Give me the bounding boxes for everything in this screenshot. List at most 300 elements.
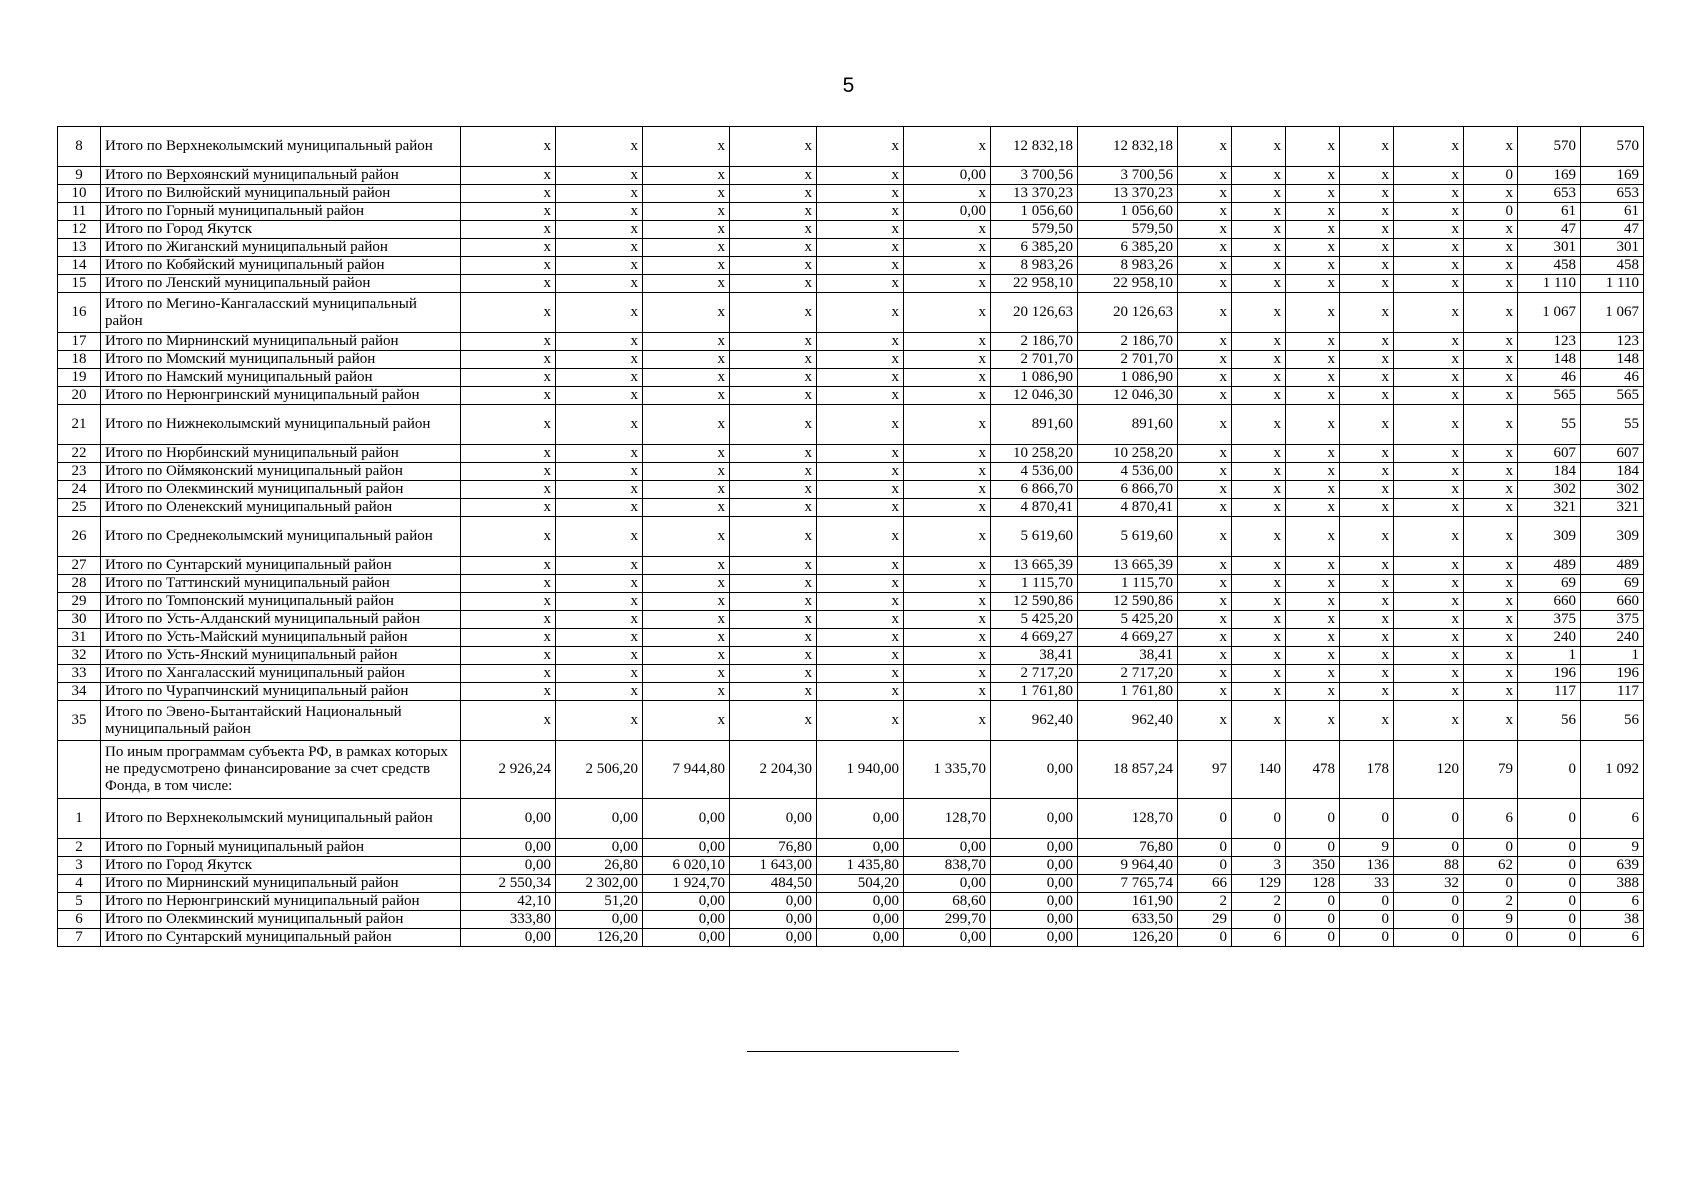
row-name: Итого по Сунтарский муниципальный район (101, 929, 461, 947)
table-cell: x (1340, 575, 1394, 593)
table-cell: x (730, 499, 817, 517)
table-cell: 1 115,70 (1078, 575, 1178, 593)
table-cell: x (817, 683, 904, 701)
table-cell: x (1286, 593, 1340, 611)
table-cell: x (1178, 257, 1232, 275)
table-cell: x (1286, 557, 1340, 575)
table-cell: 4 536,00 (1078, 463, 1178, 481)
table-cell: 148 (1518, 351, 1581, 369)
table-cell: 117 (1581, 683, 1644, 701)
table-cell: 4 669,27 (1078, 629, 1178, 647)
table-cell: x (556, 665, 643, 683)
table-cell: x (730, 369, 817, 387)
table-cell: x (1286, 257, 1340, 275)
table-cell: 22 958,10 (1078, 275, 1178, 293)
table-cell: 0,00 (817, 799, 904, 839)
table-cell: x (904, 221, 991, 239)
table-row (58, 875, 1644, 893)
table-cell: 46 (1581, 369, 1644, 387)
table-cell: 962,40 (1078, 701, 1178, 741)
table-cell: 0 (1394, 799, 1464, 839)
table-cell: x (556, 203, 643, 221)
table-cell: x (730, 203, 817, 221)
row-number: 35 (58, 701, 101, 741)
table-cell: 1 056,60 (991, 203, 1078, 221)
row-name: Итого по Олекминский муниципальный район (101, 911, 461, 929)
table-row (58, 127, 1644, 167)
table-cell: x (1178, 445, 1232, 463)
table-cell: x (556, 445, 643, 463)
table-cell: x (643, 185, 730, 203)
table-cell: 76,80 (1078, 839, 1178, 857)
row-number: 12 (58, 221, 101, 239)
table-cell: 0 (1178, 839, 1232, 857)
table-cell: 2 (1464, 893, 1518, 911)
table-cell: x (1232, 445, 1286, 463)
table-cell: x (1286, 701, 1340, 741)
table-cell: 12 832,18 (1078, 127, 1178, 167)
table-cell: x (643, 701, 730, 741)
table-row (58, 369, 1644, 387)
table-cell: x (817, 239, 904, 257)
row-name: Итого по Кобяйский муниципальный район (101, 257, 461, 275)
table-cell: 9 (1581, 839, 1644, 857)
table-cell: x (1394, 257, 1464, 275)
table-row (58, 481, 1644, 499)
table-cell: x (1464, 665, 1518, 683)
table-cell: x (461, 647, 556, 665)
table-cell: x (1464, 481, 1518, 499)
table-cell: x (1394, 557, 1464, 575)
table-cell: 0 (1518, 911, 1581, 929)
table-cell: 126,20 (556, 929, 643, 947)
row-number: 8 (58, 127, 101, 167)
table-cell: 2 550,34 (461, 875, 556, 893)
table-cell: 301 (1581, 239, 1644, 257)
table-cell: 0,00 (991, 875, 1078, 893)
table-cell: 47 (1518, 221, 1581, 239)
table-cell: 184 (1581, 463, 1644, 481)
table-cell: x (556, 257, 643, 275)
table-cell: 2 186,70 (991, 333, 1078, 351)
table-cell: x (556, 275, 643, 293)
row-name: Итого по Томпонский муниципальный район (101, 593, 461, 611)
table-cell: x (1464, 683, 1518, 701)
table-cell: 489 (1518, 557, 1581, 575)
table-cell: x (461, 629, 556, 647)
table-cell: 2 302,00 (556, 875, 643, 893)
table-cell: 0,00 (991, 857, 1078, 875)
row-name: Итого по Жиганский муниципальный район (101, 239, 461, 257)
table-cell: 196 (1581, 665, 1644, 683)
table-cell: x (817, 257, 904, 275)
table-cell: 76,80 (730, 839, 817, 857)
table-cell: x (1464, 405, 1518, 445)
table-cell: x (643, 127, 730, 167)
table-cell: x (1464, 351, 1518, 369)
table-cell: 2 926,24 (461, 741, 556, 799)
table-cell: x (1178, 557, 1232, 575)
table-cell: 6 866,70 (1078, 481, 1178, 499)
table-cell: x (643, 239, 730, 257)
table-cell: x (1178, 481, 1232, 499)
table-cell: x (1464, 185, 1518, 203)
table-cell: 10 258,20 (991, 445, 1078, 463)
table-cell: 6 385,20 (1078, 239, 1178, 257)
table-cell: 2 717,20 (991, 665, 1078, 683)
table-cell: 161,90 (1078, 893, 1178, 911)
table-cell: 0,00 (643, 929, 730, 947)
table-cell: x (730, 647, 817, 665)
row-name: Итого по Усть-Майский муниципальный район (101, 629, 461, 647)
table-cell: 0,00 (643, 839, 730, 857)
table-cell: x (1232, 517, 1286, 557)
table-row (58, 221, 1644, 239)
table-cell: x (1286, 611, 1340, 629)
table-cell: 42,10 (461, 893, 556, 911)
page-number: 5 (842, 74, 855, 97)
table-cell: 0,00 (991, 741, 1078, 799)
table-cell: x (461, 405, 556, 445)
table-cell: 38,41 (1078, 647, 1178, 665)
table-cell: x (1232, 683, 1286, 701)
table-cell: x (1340, 463, 1394, 481)
table-cell: x (461, 517, 556, 557)
table-cell: x (1232, 127, 1286, 167)
table-cell: 3 700,56 (1078, 167, 1178, 185)
table-cell: 1 761,80 (991, 683, 1078, 701)
table-cell: 1 335,70 (904, 741, 991, 799)
table-cell: 0 (1232, 799, 1286, 839)
row-number: 25 (58, 499, 101, 517)
table-cell: x (1464, 127, 1518, 167)
table-cell: x (730, 257, 817, 275)
footer-divider (747, 1051, 959, 1052)
table-cell: x (1178, 405, 1232, 445)
table-cell: x (1286, 333, 1340, 351)
table-cell: 47 (1581, 221, 1644, 239)
table-cell: x (643, 203, 730, 221)
table-cell: 0,00 (556, 839, 643, 857)
table-cell: x (1464, 445, 1518, 463)
table-cell: x (817, 611, 904, 629)
table-cell: x (1464, 369, 1518, 387)
table-cell: x (1394, 369, 1464, 387)
table-cell: x (556, 481, 643, 499)
table-cell: 891,60 (991, 405, 1078, 445)
table-row (58, 463, 1644, 481)
table-cell: x (1340, 683, 1394, 701)
table-cell: 126,20 (1078, 929, 1178, 947)
table-cell: 18 857,24 (1078, 741, 1178, 799)
row-name: Итого по Мирнинский муниципальный район (101, 333, 461, 351)
table-cell: 29 (1178, 911, 1232, 929)
row-name: Итого по Нижнеколымский муниципальный район (101, 405, 461, 445)
row-name: Итого по Город Якутск (101, 857, 461, 875)
table-cell: 9 (1464, 911, 1518, 929)
table-cell: x (1394, 275, 1464, 293)
table-cell: x (1340, 221, 1394, 239)
table-cell: x (1340, 405, 1394, 445)
table-cell: x (904, 127, 991, 167)
row-number: 3 (58, 857, 101, 875)
table-cell: 10 258,20 (1078, 445, 1178, 463)
table-cell: x (730, 593, 817, 611)
table-cell: 570 (1581, 127, 1644, 167)
table-cell: 2 701,70 (991, 351, 1078, 369)
table-cell: 13 370,23 (991, 185, 1078, 203)
table-cell: 178 (1340, 741, 1394, 799)
table-row (58, 665, 1644, 683)
table-cell: x (817, 387, 904, 405)
table-cell: 0,00 (461, 857, 556, 875)
table-cell: 7 765,74 (1078, 875, 1178, 893)
table-cell: 66 (1178, 875, 1232, 893)
row-number: 30 (58, 611, 101, 629)
table-cell: x (730, 185, 817, 203)
table-cell: x (904, 293, 991, 333)
table-cell: x (1178, 127, 1232, 167)
table-cell: x (1232, 351, 1286, 369)
table-cell: x (643, 557, 730, 575)
table-cell: 1 435,80 (817, 857, 904, 875)
table-cell: 0,00 (991, 911, 1078, 929)
table-cell: 0 (1394, 839, 1464, 857)
table-cell: 570 (1518, 127, 1581, 167)
table-cell: 0,00 (904, 203, 991, 221)
table-cell: x (1178, 647, 1232, 665)
table-cell: x (1286, 239, 1340, 257)
table-cell: x (1232, 665, 1286, 683)
table-cell: x (817, 351, 904, 369)
table-cell: x (817, 167, 904, 185)
table-cell: x (817, 463, 904, 481)
table-cell: x (1286, 203, 1340, 221)
table-cell: 136 (1340, 857, 1394, 875)
table-cell: x (1286, 517, 1340, 557)
table-cell: 1 643,00 (730, 857, 817, 875)
table-cell: 13 370,23 (1078, 185, 1178, 203)
table-cell: x (904, 647, 991, 665)
table-cell: x (1340, 629, 1394, 647)
table-row (58, 203, 1644, 221)
row-name: Итого по Горный муниципальный район (101, 839, 461, 857)
table-cell: x (730, 239, 817, 257)
table-cell: 117 (1518, 683, 1581, 701)
table-cell: x (643, 293, 730, 333)
table-cell: x (904, 369, 991, 387)
table-cell: x (1232, 575, 1286, 593)
table-cell: x (1178, 387, 1232, 405)
row-name: Итого по Мирнинский муниципальный район (101, 875, 461, 893)
table-cell: x (1340, 445, 1394, 463)
table-cell: x (1178, 701, 1232, 741)
table-cell: 504,20 (817, 875, 904, 893)
table-cell: x (461, 593, 556, 611)
table-cell: 0,00 (817, 911, 904, 929)
table-cell: 0,00 (643, 911, 730, 929)
row-number: 4 (58, 875, 101, 893)
table-cell: x (1286, 499, 1340, 517)
table-cell: 4 870,41 (991, 499, 1078, 517)
table-cell: x (1286, 445, 1340, 463)
table-cell: x (904, 481, 991, 499)
table-cell: 458 (1581, 257, 1644, 275)
table-cell: x (730, 221, 817, 239)
table-cell: x (461, 481, 556, 499)
table-cell: 97 (1178, 741, 1232, 799)
table-cell: x (1340, 499, 1394, 517)
table-cell: 0 (1178, 929, 1232, 947)
table-row (58, 499, 1644, 517)
table-cell: 240 (1581, 629, 1644, 647)
table-cell: 653 (1518, 185, 1581, 203)
table-cell: x (1286, 369, 1340, 387)
table-row (58, 445, 1644, 463)
row-number: 19 (58, 369, 101, 387)
table-cell: x (817, 557, 904, 575)
table-cell: 88 (1394, 857, 1464, 875)
table-cell: 9 964,40 (1078, 857, 1178, 875)
table-cell: 62 (1464, 857, 1518, 875)
table-cell: 0,00 (817, 893, 904, 911)
table-cell: 0 (1518, 741, 1581, 799)
row-number: 34 (58, 683, 101, 701)
table-cell: x (1232, 405, 1286, 445)
table-cell: x (1464, 557, 1518, 575)
table-cell: x (643, 611, 730, 629)
table-cell: 375 (1581, 611, 1644, 629)
table-cell: 6 866,70 (991, 481, 1078, 499)
table-cell: 6 (1232, 929, 1286, 947)
table-cell: x (1340, 647, 1394, 665)
table-cell: 891,60 (1078, 405, 1178, 445)
table-cell: x (461, 463, 556, 481)
table-cell: 4 870,41 (1078, 499, 1178, 517)
table-cell: x (730, 517, 817, 557)
table-cell: x (1340, 333, 1394, 351)
table-cell: x (1178, 351, 1232, 369)
table-cell: x (643, 167, 730, 185)
table-cell: x (1394, 351, 1464, 369)
table-cell: x (1178, 167, 1232, 185)
table-cell: x (1286, 629, 1340, 647)
table-cell: 12 046,30 (1078, 387, 1178, 405)
table-cell: 0 (1518, 839, 1581, 857)
table-cell: x (643, 647, 730, 665)
table-cell: x (556, 351, 643, 369)
table-cell: 4 669,27 (991, 629, 1078, 647)
table-cell: 5 425,20 (1078, 611, 1178, 629)
table-cell: x (730, 405, 817, 445)
table-cell: x (1394, 405, 1464, 445)
table-cell: 633,50 (1078, 911, 1178, 929)
table-cell: 579,50 (991, 221, 1078, 239)
table-cell: 55 (1518, 405, 1581, 445)
table-row (58, 929, 1644, 947)
table-cell: x (643, 445, 730, 463)
table-cell: x (556, 185, 643, 203)
table-cell: x (730, 167, 817, 185)
table-cell: x (817, 665, 904, 683)
table-cell: 0,00 (904, 875, 991, 893)
table-cell: x (643, 275, 730, 293)
table-row (58, 611, 1644, 629)
table-cell: 0 (1340, 893, 1394, 911)
table-cell: x (643, 257, 730, 275)
table-row (58, 257, 1644, 275)
table-cell: 0 (1518, 799, 1581, 839)
table-cell: x (817, 593, 904, 611)
table-cell: x (461, 445, 556, 463)
table-cell: 0 (1286, 911, 1340, 929)
table-cell: x (556, 463, 643, 481)
table-row (58, 893, 1644, 911)
row-name: Итого по Усть-Алданский муниципальный район (101, 611, 461, 629)
table-cell: x (1286, 575, 1340, 593)
table-cell: x (1464, 463, 1518, 481)
table-cell: 0,00 (904, 839, 991, 857)
table-cell: 565 (1581, 387, 1644, 405)
row-name: Итого по Город Якутск (101, 221, 461, 239)
table-cell: 6 (1581, 929, 1644, 947)
table-cell: x (904, 275, 991, 293)
row-number: 17 (58, 333, 101, 351)
table-cell: 20 126,63 (1078, 293, 1178, 333)
table-cell: x (643, 499, 730, 517)
table-cell: 0 (1232, 911, 1286, 929)
table-cell: x (904, 683, 991, 701)
table-cell: 148 (1581, 351, 1644, 369)
table-cell: x (1232, 185, 1286, 203)
table-cell: x (1286, 275, 1340, 293)
table-cell: x (643, 333, 730, 351)
row-name: Итого по Оймяконский муниципальный район (101, 463, 461, 481)
table-cell: x (461, 575, 556, 593)
table-cell: 3 700,56 (991, 167, 1078, 185)
table-row (58, 683, 1644, 701)
table-cell: x (904, 351, 991, 369)
table-cell: x (1286, 481, 1340, 499)
table-cell: x (730, 683, 817, 701)
table-cell: x (817, 293, 904, 333)
table-row (58, 239, 1644, 257)
table-cell: 0 (1518, 929, 1581, 947)
table-cell: 6 385,20 (991, 239, 1078, 257)
table-cell: 0 (1178, 799, 1232, 839)
table-cell: 579,50 (1078, 221, 1178, 239)
table-cell: 321 (1518, 499, 1581, 517)
table-cell: 0,00 (643, 799, 730, 839)
table-cell: x (1394, 499, 1464, 517)
table-cell: x (1286, 665, 1340, 683)
row-name: Итого по Верхоянский муниципальный район (101, 167, 461, 185)
table-cell: x (1178, 463, 1232, 481)
table-cell: x (904, 575, 991, 593)
table-cell: x (1340, 387, 1394, 405)
table-cell: 1 056,60 (1078, 203, 1178, 221)
table-cell: x (1286, 221, 1340, 239)
table-cell: 1 110 (1581, 275, 1644, 293)
row-number: 29 (58, 593, 101, 611)
table-cell: 5 425,20 (991, 611, 1078, 629)
table-cell: 22 958,10 (991, 275, 1078, 293)
table-cell: 12 590,86 (991, 593, 1078, 611)
table-cell: x (556, 647, 643, 665)
table-cell: x (643, 387, 730, 405)
table-cell: x (904, 445, 991, 463)
table-cell: x (1178, 239, 1232, 257)
